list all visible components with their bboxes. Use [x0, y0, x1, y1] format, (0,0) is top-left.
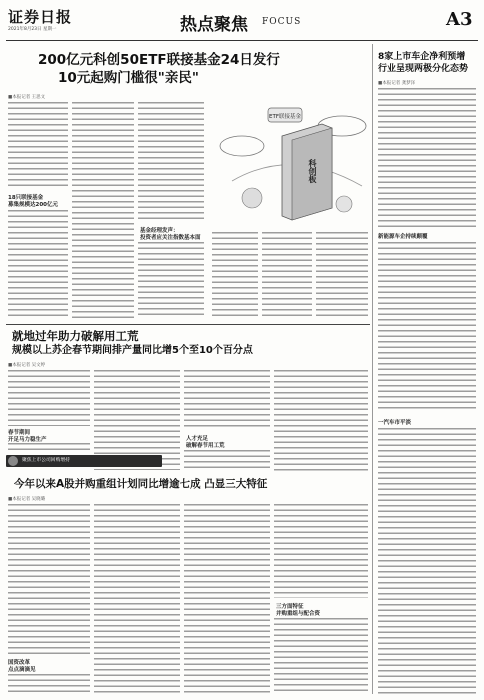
article3-body-col2: [94, 504, 180, 694]
article3-subhead2: 国资改革: [8, 660, 31, 666]
svg-text:科创板: 科创板: [308, 159, 318, 183]
banner-badge-icon: [8, 456, 18, 466]
article1-subhead2: 基金经理发声：: [140, 228, 179, 234]
article2-headline-line2: 规模以上苏企春节期间排产量同比增5个至10个百分点: [12, 345, 253, 356]
page-number: A3: [446, 9, 473, 30]
column-divider: [372, 44, 373, 694]
article2-headline-line1: 就地过年助力破解用工荒: [12, 329, 139, 343]
orbit-ring-icon: [220, 136, 264, 156]
article2-subhead1: 春节期间: [8, 430, 31, 436]
article3-subhead1: 三方面特征: [276, 604, 304, 610]
article3-byline: ■本报记者 吴晓璐: [8, 497, 46, 502]
article1-body-col6: [316, 232, 368, 318]
article1-body-col1: [8, 102, 68, 190]
article2-subhead2: 人才充足: [186, 436, 209, 442]
article2-body-col3b: [184, 450, 270, 472]
article1-illustration: [212, 86, 372, 226]
topic-banner: 聚焦上市公司回购增持: [6, 455, 162, 467]
sidebar-subhead2: 一汽车市平淡: [378, 420, 412, 426]
sidebar-byline: ■本报记者 龚梦泽: [378, 81, 416, 86]
article1-headline-line1: 200亿元科创50ETF联接基金24日发行: [38, 52, 280, 68]
article1-body-col5: [262, 232, 312, 318]
article3-body-col1: [8, 504, 90, 654]
article1-body-col1b: [8, 210, 68, 318]
article1-subhead2b: 投资者应关注指数基本面: [140, 235, 201, 241]
article3-body-col3: [184, 504, 270, 694]
article3-body-col1b: [8, 674, 90, 694]
article1-headline-line2: 10元起购门槛很"亲民": [58, 70, 199, 86]
article3-body-col4: [274, 504, 368, 598]
newspaper-logo: 证券日报: [8, 8, 73, 26]
svg-text:ETF联接基金: ETF联接基金: [269, 114, 301, 120]
article2-byline: ■本报记者 吴文婷: [8, 363, 46, 368]
sidebar-body-1: [378, 88, 476, 228]
article3-subhead1b: 并购重组与配合资: [276, 611, 321, 617]
section-separator: [6, 324, 370, 325]
article2-subhead1b: 开足马力稳生产: [8, 437, 47, 443]
sidebar-body-3: [378, 428, 476, 694]
article1-body-col4: [212, 232, 258, 318]
article1-body-col2: [72, 102, 134, 318]
article1-subhead1b: 募集规模达200亿元: [8, 202, 58, 208]
article3-headline: 今年以来A股并购重组计划同比增逾七成 凸显三大特征: [14, 478, 268, 490]
article3-body-col4b: [274, 618, 368, 694]
article2-body-col1b: [8, 443, 90, 451]
article1-byline: ■本报记者 王思文: [8, 95, 46, 100]
article3-subhead2b: 点点滴滴见: [8, 667, 36, 673]
article2-body-col3: [184, 370, 270, 430]
article1-subhead1: 18只联接基金: [8, 195, 44, 201]
article2-body-col1: [8, 370, 90, 426]
article2-body-col4: [274, 370, 368, 472]
sidebar-subhead1: 新能源车企持续颠覆: [378, 234, 428, 240]
sidebar-headline-line1: 8家上市车企净利预增: [378, 52, 466, 62]
section-title-en: FOCUS: [262, 17, 302, 27]
section-title: 热点聚焦: [180, 15, 248, 35]
sidebar-body-2: [378, 242, 476, 412]
article2-subhead2b: 破解春节用工荒: [186, 443, 225, 449]
article1-body-col3b: [138, 242, 204, 318]
article1-body-col3: [138, 102, 204, 222]
dateline: 2021年8月23日 星期一: [8, 27, 57, 32]
sidebar-headline-line2: 行业呈现两极分化态势: [378, 64, 469, 74]
